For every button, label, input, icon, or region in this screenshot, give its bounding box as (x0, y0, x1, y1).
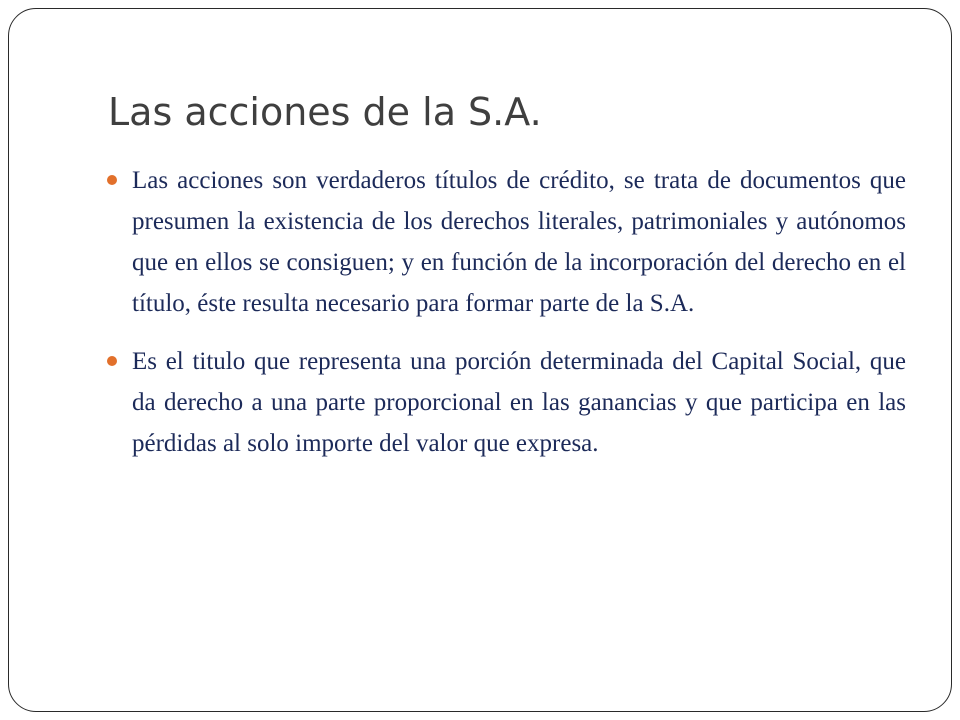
bullet-text: Las acciones son verdaderos títulos de crédito, se trata de documentos que presumen la existencia de los derechos literales, patrimoniales y autónomos que en ellos se consiguen; y en función de la incorporación del derecho en el título, éste resulta necesario para formar parte de la S.A. (132, 167, 906, 317)
bullet-dot-icon (107, 175, 117, 185)
bullet-text: Es el titulo que representa una porción determinada del Capital Social, que da derecho a una parte proporcional en las ganancias y que participa en las pérdidas al solo importe del valor que expresa. (132, 348, 906, 457)
slide-title: Las acciones de la S.A. (108, 90, 542, 134)
bullet-dot-icon (107, 356, 117, 366)
bullet-list (132, 160, 906, 481)
bullet-item (132, 341, 906, 464)
bullet-item (132, 160, 906, 324)
